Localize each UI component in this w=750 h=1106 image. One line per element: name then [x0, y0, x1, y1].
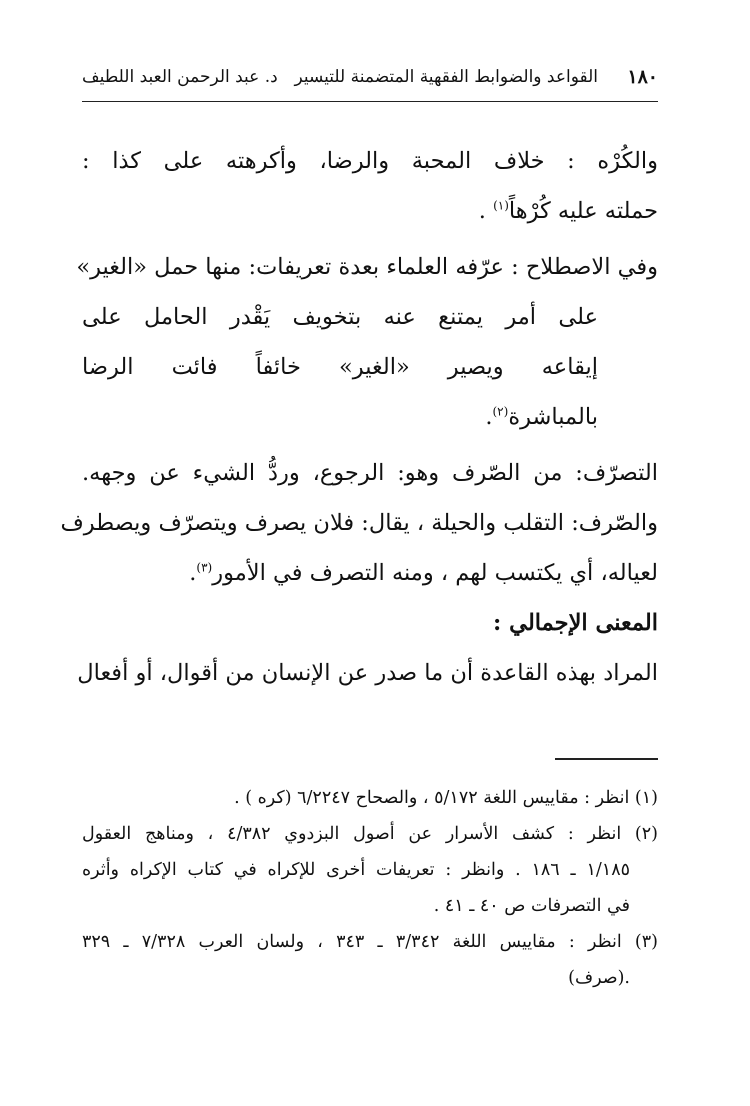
text-run: بالمباشرة [508, 404, 598, 430]
footnote-ref-1[interactable]: (١) [493, 198, 509, 213]
text-line: المراد بهذه القاعدة أن ما صدر عن الإنسان من أقوال، أو أفعال [77, 660, 658, 686]
paragraph-meaning [77, 648, 658, 698]
footnote-ref-2[interactable]: (٢) [492, 404, 509, 419]
footnotes [82, 780, 658, 996]
paragraph-istilah [76, 242, 658, 442]
text-line [82, 548, 658, 598]
page-number: ١٨٠ [627, 66, 658, 88]
footnote-1: (١) انظر : مقاييس اللغة ٥/١٧٢ ، والصحاح ٦/٢٢٤٧ (كره ) . [234, 788, 658, 808]
running-header [82, 62, 658, 92]
text-run: . [478, 198, 494, 224]
section-heading [82, 598, 658, 648]
text-run: حملته عليه كُرْهاً [508, 198, 658, 224]
text-line: على أمر يمتنع عنه بتخويف يَقْدر الحامل على [82, 304, 598, 330]
text-line: والكُرْه : خلاف المحبة والرضا، وأكرهته على كذا : [82, 148, 658, 174]
paragraph-karh [82, 136, 658, 236]
book-title: القواعد والضوابط الفقهية المتضمنة للتيسير [294, 67, 598, 87]
text-line: التصرّف: من الصّرف وهو: الرجوع، وردُّ الشيء عن وجهه. [82, 460, 658, 486]
text-line: إيقاعه ويصير «الغير» خائفاً فائت الرضا [82, 354, 598, 380]
footnote-3-continued: .(صرف) [568, 968, 630, 988]
paragraph-tasarruf [60, 448, 658, 598]
text-run: . [189, 560, 197, 586]
footnote-2-continued: ١/١٨٥ ـ ١٨٦ . وانظر : تعريفات أخرى للإكراه في كتاب الإكراه وأثره [82, 860, 630, 880]
text-line: والصّرف: التقلب والحيلة ، يقال: فلان يصرف ويتصرّف ويصطرف [60, 510, 658, 536]
footnote-ref-3[interactable]: (٣) [196, 560, 213, 575]
text-line [82, 186, 658, 236]
text-line: وفي الاصطلاح : عرّفه العلماء بعدة تعريفات: منها حمل «الغير» [76, 254, 658, 280]
footnote-3: (٣) انظر : مقاييس اللغة ٣/٣٤٢ ـ ٣٤٣ ، ولسان العرب ٧/٣٢٨ ـ ٣٢٩ [82, 932, 658, 952]
footnote-divider [555, 758, 658, 760]
main-text [60, 136, 658, 698]
heading-text: المعنى الإجمالي : [493, 610, 658, 636]
author-name: د. عبد الرحمن العبد اللطيف [82, 67, 278, 87]
text-run: . [485, 404, 493, 430]
text-line [82, 392, 658, 442]
footnote-2: (٢) انظر : كشف الأسرار عن أصول البزدوي ٤/٣٨٢ ، ومناهج العقول [82, 824, 658, 844]
header-divider [82, 101, 658, 102]
text-run: لعياله، أي يكتسب لهم ، ومنه التصرف في الأمور [212, 560, 658, 586]
footnote-2-continued: في التصرفات ص ٤٠ ـ ٤١ . [433, 896, 630, 916]
